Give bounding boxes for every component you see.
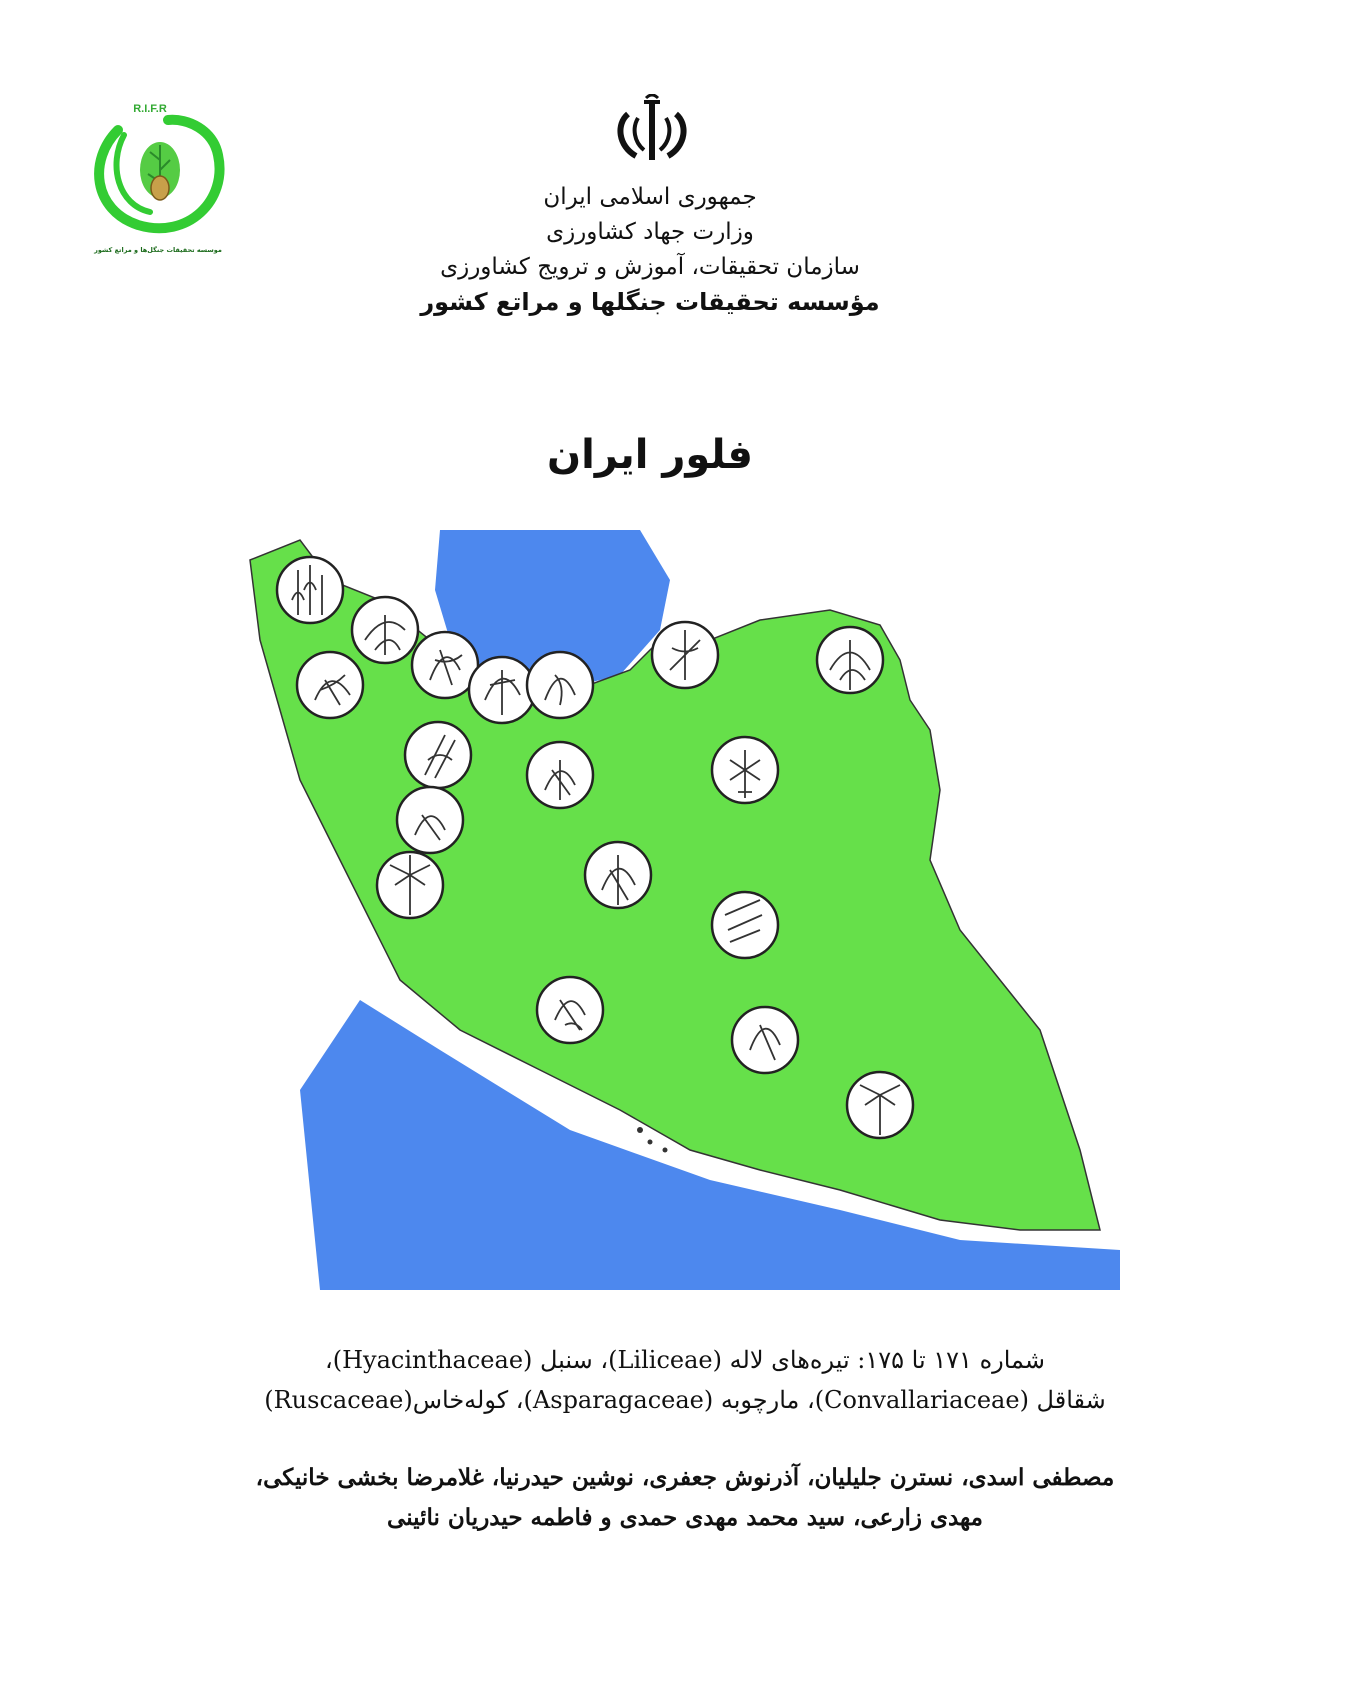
plant-illustration-icon	[732, 1007, 798, 1073]
plant-illustration-icon	[352, 597, 418, 663]
logo-bottom-text: موسسه تحقیقات جنگل‌ها و مراتع کشور	[94, 246, 222, 254]
authors-line-1: مصطفی اسدی، نسترن جلیلیان، آذرنوش جعفری، نوشین حیدرنیا، غلامرضا بخشی خانیکی،	[255, 1464, 1115, 1491]
acorn-icon	[151, 176, 169, 200]
iran-emblem-icon	[612, 94, 692, 164]
book-title: فلور ایران	[546, 432, 753, 478]
plant-illustration-icon	[712, 892, 778, 958]
plant-illustration-icon	[397, 787, 463, 853]
plant-illustration-icon	[377, 852, 443, 918]
series-line-2: شقاقل (Convallariaceae)، مارچوبه (Asparagaceae)، کوله‌خاس(Ruscaceae)	[264, 1386, 1106, 1414]
plant-illustration-icon	[527, 742, 593, 808]
authors-list	[200, 1458, 1170, 1538]
header-block	[300, 180, 1000, 320]
authors-line-2: مهدی زارعی، سید محمد مهدی حمدی و فاطمه حیدریان نائینی	[387, 1504, 983, 1531]
plant-illustration-icon	[527, 652, 593, 718]
logo-top-text: R.I.F.R	[133, 103, 167, 115]
series-description	[200, 1340, 1170, 1420]
series-line-1: شماره ۱۷۱ تا ۱۷۵: تیره‌های لاله (Liliceae)، سنبل (Hyacinthaceae)،	[324, 1346, 1046, 1374]
plant-illustration-icon	[297, 652, 363, 718]
header-line-organization: سازمان تحقیقات، آموزش و ترویج کشاورزی	[440, 254, 860, 280]
plant-illustration-icon	[537, 977, 603, 1043]
header-line-institute: مؤسسه تحقیقات جنگلها و مراتع کشور	[420, 288, 880, 316]
plant-illustration-icon	[712, 737, 778, 803]
header-line-country: جمهوری اسلامی ایران	[543, 184, 757, 210]
plant-illustration-icon	[585, 842, 651, 908]
plant-illustration-icon	[847, 1072, 913, 1138]
rifr-logo	[88, 90, 238, 270]
plant-illustration-icon	[652, 622, 718, 688]
plant-illustration-icon	[277, 557, 343, 623]
header-line-ministry: وزارت جهاد کشاورزی	[546, 219, 754, 245]
plant-illustration-icon	[817, 627, 883, 693]
iran-map-illustration	[240, 530, 1120, 1290]
plant-illustration-icon	[405, 722, 471, 788]
plant-illustration-icon	[469, 657, 535, 723]
